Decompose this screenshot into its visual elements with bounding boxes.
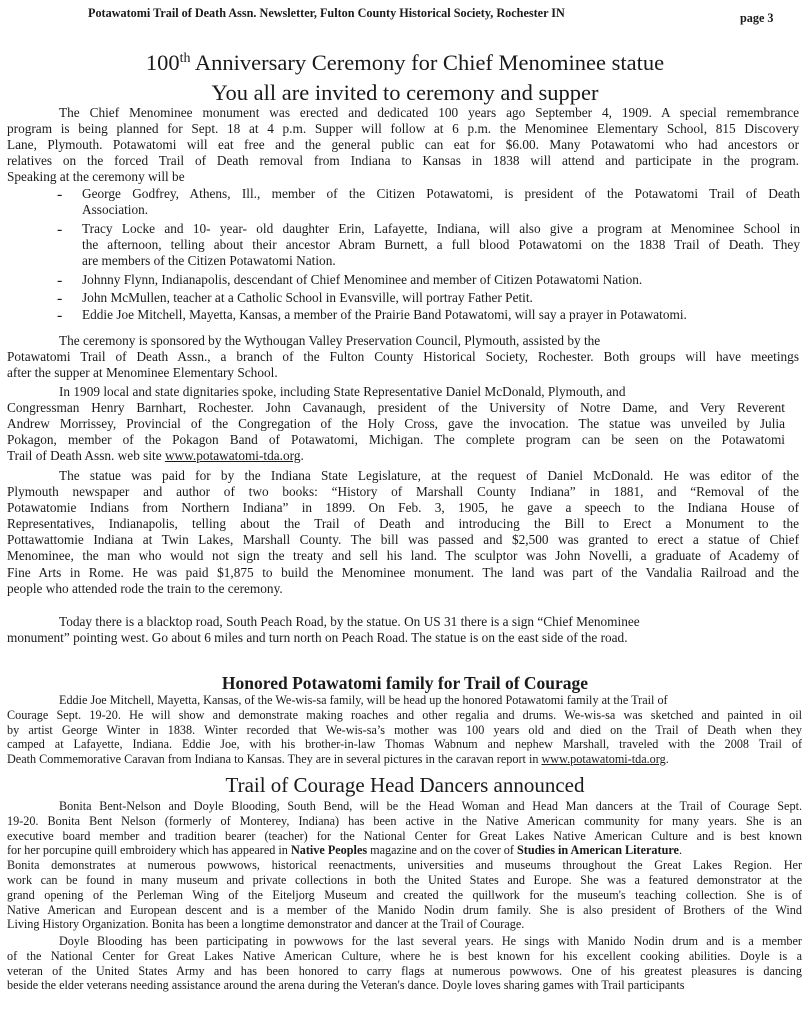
text-line: by artist George Winter in 1838. Winter recorded that We-wis-sa’s mother was 100 years old and died on the Trail of Death when they — [7, 722, 802, 737]
text-line: Bonita demonstrates at numerous powwows, historical reenactments, universities and museums throughout the Great Lakes Region. Her — [7, 858, 802, 873]
text-line: Pokagon, member of the Pokagon Band of Potawatomi, Michigan. The complete program can be seen on the Potawatomi — [7, 432, 785, 448]
text-line: executive board member and tradition bearer (teacher) for the National Center for Great Lakes Native American Culture and is best known — [7, 828, 802, 843]
text-line: beside the elder veterans needing assistance around the arena during the Veteran's dance. Doyle loves sharing games with Trail participants — [7, 978, 685, 993]
text-line: program is being planned for Sept. 18 at 4 p.m. Supper will follow at 6 p.m. the Menominee Elementary School, 815 Discovery — [7, 121, 799, 137]
text-line: work can be found in many museum and private collections in both the United States and Europe. She was a featured demonstrator at the — [7, 872, 802, 887]
article1-subtitle: You all are invited to ceremony and supper — [211, 80, 599, 105]
text-line: Bonita Bent-Nelson and Doyle Blooding, South Bend, will be the Head Woman and Head Man dancers at the Trail of Courage Sept. — [59, 799, 802, 813]
running-header — [88, 6, 788, 25]
text-line: after the supper at Menominee Elementary School. — [7, 365, 278, 381]
article2-title: Honored Potawatomi family for Trail of Courage — [221, 673, 589, 693]
text-line: Representatives, Indianapolis, telling about the Trail of Death and introducing the Bill to Erect a Monument to the — [7, 516, 799, 532]
article3-bonita — [7, 799, 802, 932]
text-line: of the National Center for Great Lakes Native American Culture, where he is best known for his excellent cooking abilities. Doyle is a — [7, 948, 802, 963]
statue-paragraph — [7, 468, 799, 597]
list-item: - John McMullen, teacher at a Catholic School in Evansville, will portray Father Petit. — [57, 289, 533, 307]
text-line: grand opening of the Perleman Wing of the Eiteljorg Museum and created the quillwork for the museum's teaching collection. She is of — [7, 887, 802, 902]
list-item: - Tracy Locke and 10- year- old daughter Erin, Lafayette, Indiana, will also give a program at Menominee School in the afternoon, telling about their ancestor Abram Burnett, a full blood Potawatomi on the 1838 Trail of Death. They are members of the Citizen Potawatomi Nation. — [57, 221, 800, 269]
magazine-title: Native Peoples — [290, 843, 368, 858]
text-line: veteran of the United States Army and has been honored to carry flags at numerous powwows. One of his greatest pleasures is dancing — [7, 963, 802, 978]
speaker-list — [57, 186, 800, 324]
today-paragraph — [7, 614, 799, 646]
text-line: Doyle Blooding has been participating in powwows for the last several years. He sings with Manido Nodin drum and is a member — [59, 934, 802, 948]
text-line: The Chief Menominee monument was erected and dedicated 100 years ago September 4, 1909. A special remembrance — [59, 105, 799, 120]
article2-body — [7, 693, 802, 767]
text-line: Pottawattomie Indiana at Twin Lakes, Marshall County. The bill was passed and $2,500 was granted to erect a statue of Chief — [7, 532, 799, 548]
text-line: monument” pointing west. Go about 6 miles and turn north on Peach Road. The statue is on the east side of the road. — [7, 630, 628, 646]
text-line: relatives on the forced Trail of Death removal from Indiana to Kansas in 1838 will attend and participate in the program. — [7, 153, 799, 169]
article1-intro — [7, 105, 799, 185]
text-line: Congressman Henry Barnhart, Rochester. John Cavanaugh, president of the University of Notre Dame, and Very Reverent — [7, 400, 785, 416]
article3-doyle — [7, 934, 802, 993]
text-line: Menominee, the man who would not sign the treaty and sell his land. The sculptor was John Novelli, a graduate of Academy of — [7, 548, 799, 564]
article3-title: Trail of Courage Head Dancers announced — [225, 773, 585, 797]
running-title: Potawatomi Trail of Death Assn. Newsletter, Fulton County Historical Society, Rochester IN — [88, 6, 565, 20]
text-line: In 1909 local and state dignitaries spoke, including State Representative Daniel McDonald, Plymouth, and — [59, 384, 626, 399]
article1-title — [0, 50, 810, 76]
list-item: - George Godfrey, Athens, Ill., member of the Citizen Potawatomi, is president of the Potawatomi Trail of Death Association. — [57, 186, 800, 218]
website-link[interactable]: www.potawatomi-tda.org — [164, 448, 301, 464]
text-line: The statue was paid for by the Indiana State Legislature, at the request of Daniel McDonald. He was editor of the — [59, 468, 799, 483]
text-line: Trail of Death Assn. web site www.potawatomi-tda.org. — [7, 448, 304, 464]
history-paragraph — [7, 384, 785, 464]
text-line: Native American and European descent and is a member of the Manido Nodin drum family. She is also president of Brothers of the Wind — [7, 902, 802, 917]
text-line: Potawatomie Indians from Northern Indiana” in 1899. On Feb. 3, 1905, he gave a speech to the Indiana House of — [7, 500, 799, 516]
text-line: Courage Sept. 19-20. He will show and demonstrate making roaches and other regalia and drums. We-wis-sa was sketched and painted in oil — [7, 707, 802, 722]
text-line: Potawatomi Trail of Death Assn., a branch of the Fulton County Historical Society, Rochester. Both groups will have meetings — [7, 349, 799, 365]
sponsor-paragraph — [7, 333, 799, 381]
text-line: Today there is a blacktop road, South Peach Road, by the statue. On US 31 there is a sign “Chief Menominee — [59, 614, 640, 629]
text-line: Death Commemorative Caravan from Indiana to Kansas. They are in several pictures in the caravan report in www.potawatomi-tda.org. — [7, 752, 669, 767]
title-number: 100 — [145, 50, 180, 75]
text-line: people who attended rode the train to the ceremony. — [7, 580, 283, 596]
text-line: Eddie Joe Mitchell, Mayetta, Kansas, of the We-wis-sa family, will be head up the honored Potawatomi family at the Trail of — [59, 693, 668, 707]
text-line: Speaking at the ceremony will be — [7, 169, 185, 185]
text-line: Plymouth newspaper and author of two books: “History of Marshall County Indiana” in 1881, and “Removal of the — [7, 484, 799, 500]
text-line: Lane, Plymouth. Potawatomi will eat free and the general public can eat for $6.00. Many Potawatomi who had ancestors or — [7, 137, 799, 153]
text-line: camped at Lafayette, Indiana. Eddie Joe, with his brother-in-law Thomas Wabnum and nephew Marshall, traveled with the 2008 Trail of — [7, 737, 802, 752]
page-number: page 3 — [740, 11, 774, 25]
title-superscript: th — [179, 51, 191, 66]
text-line: Living History Organization. Bonita has been a longtime demonstrator and dancer at the Trail of Courage. — [7, 917, 525, 932]
text-line: for her porcupine quill embroidery which has appeared in Native Peoples magazine and on the cover of Studies in American Literature. — [7, 843, 682, 858]
title-text: Anniversary Ceremony for Chief Menominee statue — [190, 50, 665, 75]
list-item: - Eddie Joe Mitchell, Mayetta, Kansas, a member of the Prairie Band Potawatomi, will say a prayer in Potawatomi. — [57, 306, 687, 324]
website-link[interactable]: www.potawatomi-tda.org — [541, 752, 666, 767]
text-line: Fine Arts in Rome. He was paid $1,875 to build the Menominee monument. The land was part of the Vandalia Railroad and the — [7, 564, 799, 580]
text-line: The ceremony is sponsored by the Wythougan Valley Preservation Council, Plymouth, assisted by the — [59, 333, 601, 348]
text-line: Andrew Morrissey, Provincial of the Congregation of the Holy Cross, gave the invocation. The statue was unveiled by Julia — [7, 416, 785, 432]
list-item: - Johnny Flynn, Indianapolis, descendant of Chief Menominee and member of Citizen Potawatomi Nation. — [57, 272, 643, 290]
text-line: 19-20. Bonita Bent Nelson (formerly of Monterey, Indiana) has been active in the Native American community for many years. She is an — [7, 813, 802, 828]
journal-title: Studies in American Literature — [517, 843, 679, 858]
